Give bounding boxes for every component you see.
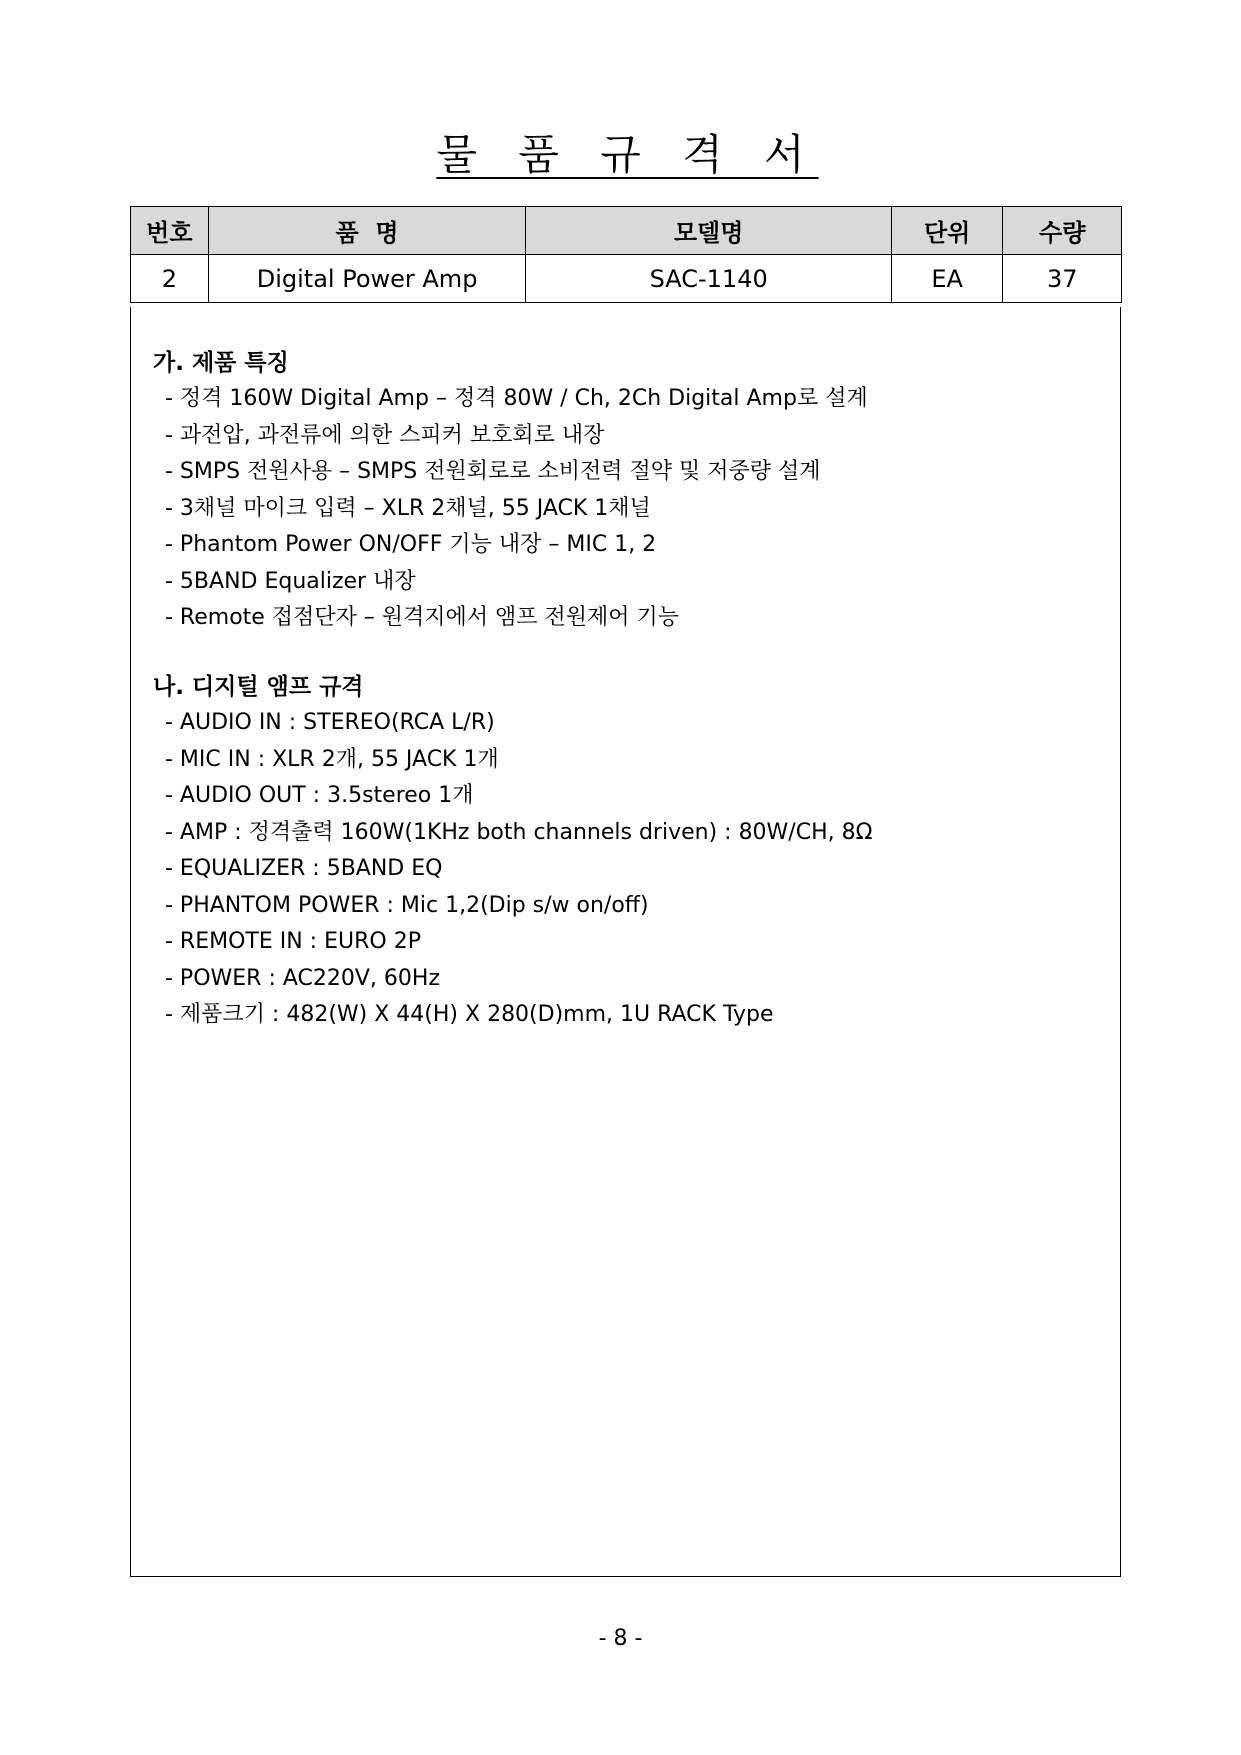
feature-list: [153, 381, 868, 637]
spec-list: [153, 705, 872, 1034]
list-item: - Remote 접점단자 – 원격지에서 앰프 전원제어 기능: [165, 605, 680, 630]
list-item: - AUDIO OUT : 3.5stereo 1개: [165, 783, 474, 808]
table-header-row: [131, 207, 1122, 255]
table-row: [131, 255, 1122, 303]
list-item: - 제품크기 : 482(W) X 44(H) X 280(D)mm, 1U RACK Type: [165, 1002, 774, 1027]
cell-model-name: SAC-1140: [526, 255, 891, 303]
header-unit: 단위: [891, 207, 1003, 255]
list-item: - EQUALIZER : 5BAND EQ: [165, 856, 443, 881]
item-spec-table: [130, 206, 1122, 303]
document-title: [0, 126, 1241, 184]
cell-number: 2: [131, 255, 209, 303]
list-item: - PHANTOM POWER : Mic 1,2(Dip s/w on/off): [165, 892, 649, 918]
list-item: - 과전압, 과전류에 의한 스피커 보호회로 내장: [165, 422, 605, 448]
list-item: - 정격 160W Digital Amp – 정격 80W / Ch, 2Ch Digital Amp로 설계: [165, 386, 868, 411]
cell-unit: EA: [891, 255, 1003, 303]
section-heading: 가. 제품 특징: [153, 350, 289, 376]
header-number: 번호: [131, 207, 209, 255]
header-model-name: 모델명: [526, 207, 891, 255]
list-item: - 5BAND Equalizer 내장: [165, 568, 416, 594]
section-amp-specs: [153, 669, 872, 1034]
list-item: - 3채널 마이크 입력 – XLR 2채널, 55 JACK 1채널: [165, 495, 651, 521]
list-item: - AUDIO IN : STEREO(RCA L/R): [165, 710, 495, 735]
section-product-features: [153, 345, 868, 637]
list-item: - REMOTE IN : EURO 2P: [165, 929, 421, 954]
document-title-text: 물 품 규 격 서: [436, 130, 819, 179]
list-item: - MIC IN : XLR 2개, 55 JACK 1개: [165, 746, 499, 772]
header-quantity: 수량: [1003, 207, 1122, 255]
list-item: - SMPS 전원사용 – SMPS 전원회로로 소비전력 절약 및 저중량 설계: [165, 459, 821, 484]
page-number: - 8 -: [598, 1626, 643, 1651]
list-item: - POWER : AC220V, 60Hz: [165, 965, 440, 991]
header-item-name: 품 명: [208, 207, 526, 255]
cell-item-name: Digital Power Amp: [208, 255, 526, 303]
list-item: - AMP : 정격출력 160W(1KHz both channels driven) : 80W/CH, 8Ω: [165, 819, 873, 845]
list-item: - Phantom Power ON/OFF 기능 내장 – MIC 1, 2: [165, 532, 657, 557]
cell-quantity: 37: [1003, 255, 1122, 303]
spec-body-box: [130, 307, 1121, 1577]
section-heading: 나. 디지털 앰프 규격: [153, 674, 364, 700]
